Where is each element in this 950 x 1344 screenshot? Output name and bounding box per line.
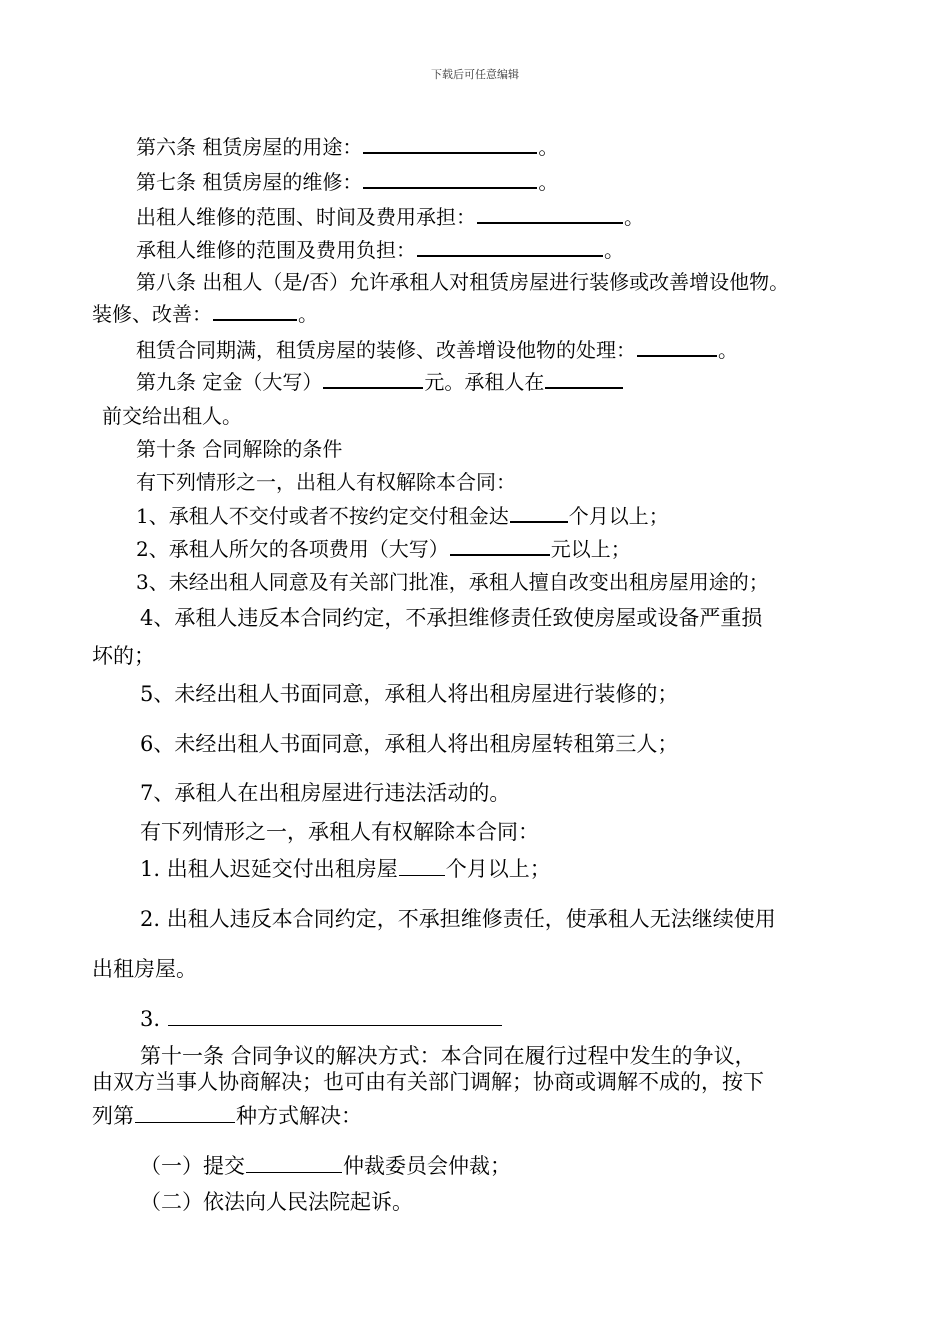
blank-field — [135, 1104, 235, 1123]
article-6-text: 第六条 租赁房屋的用途： — [136, 135, 363, 159]
lessor-clause-4-cont: 坏的； — [92, 644, 155, 668]
lessor-clause-1 — [136, 502, 669, 530]
clause-text: 1. 出租人迟延交付出租房屋 — [140, 857, 398, 881]
clause-text: 列第 — [92, 1104, 134, 1128]
article-9-text-2: 元。承租人在 — [424, 370, 545, 394]
lessor-clause-5: 5、未经出租人书面同意，承租人将出租房屋进行装修的； — [140, 682, 679, 706]
clause-text-2: 个月以上； — [445, 857, 551, 881]
lessor-clause-3: 3、未经出租人同意及有关部门批准，承租人擅自改变出租房屋用途的； — [136, 570, 769, 594]
punct: 。 — [718, 338, 738, 362]
contract-expiry-text: 租赁合同期满，租赁房屋的装修、改善增设他物的处理： — [136, 338, 636, 362]
lessor-clause-6: 6、未经出租人书面同意，承租人将出租房屋转租第三人； — [140, 732, 679, 756]
punct: 。 — [604, 238, 624, 262]
article-9-text: 第九条 定金（大写） — [136, 370, 323, 394]
lessor-clause-7: 7、承租人在出租房屋进行违法活动的。 — [140, 781, 511, 805]
lessor-termination-intro: 有下列情形之一，出租人有权解除本合同： — [136, 470, 516, 494]
blank-field — [510, 503, 568, 523]
lessee-clause-1 — [140, 855, 551, 883]
deposit-handover: 前交给出租人。 — [102, 404, 242, 428]
article-8: 第八条 出租人（是/否）允许承租人对租赁房屋进行装修或改善增设他物。 — [136, 270, 790, 294]
article-6 — [136, 133, 558, 161]
lessor-clause-2 — [136, 535, 631, 563]
article-11-cont-1: 由双方当事人协商解决；也可由有关部门调解；协商或调解不成的，按下 — [92, 1070, 764, 1094]
clause-text-2: 种方式解决： — [236, 1104, 362, 1128]
clause-text-2: 元以上； — [550, 537, 631, 561]
clause-text-2: 仲裁委员会仲裁； — [343, 1154, 511, 1178]
blank-field — [168, 1007, 502, 1026]
article-11-cont-2 — [92, 1102, 362, 1130]
blank-field — [637, 337, 717, 357]
renovation — [92, 300, 318, 328]
lessor-repair-text: 出租人维修的范围、时间及费用承担： — [136, 205, 476, 229]
punct: 。 — [298, 302, 318, 326]
blank-field — [545, 369, 623, 389]
article-11: 第十一条 合同争议的解决方式：本合同在履行过程中发生的争议， — [140, 1044, 756, 1068]
blank-field — [417, 237, 603, 257]
blank-field — [363, 134, 537, 154]
renovation-text: 装修、改善： — [92, 302, 212, 326]
lessee-clause-2: 2. 出租人违反本合同约定，不承担维修责任，使承租人无法继续使用 — [140, 907, 776, 931]
clause-text: 2、承租人所欠的各项费用（大写） — [136, 537, 449, 561]
lessee-clause-2-cont: 出租房屋。 — [92, 957, 197, 981]
article-10: 第十条 合同解除的条件 — [136, 437, 343, 461]
blank-field — [477, 204, 623, 224]
lessor-repair — [136, 203, 644, 231]
article-9 — [136, 368, 624, 396]
resolution-option-2: （二）依法向人民法院起诉。 — [140, 1190, 413, 1214]
blank-field — [363, 169, 537, 189]
resolution-option-1 — [140, 1152, 511, 1180]
lessee-termination-intro: 有下列情形之一，承租人有权解除本合同： — [140, 820, 539, 844]
contract-expiry — [136, 336, 738, 364]
blank-field — [450, 536, 550, 556]
blank-field — [399, 857, 445, 876]
lessee-clause-3 — [140, 1005, 503, 1033]
clause-text: 1、承租人不交付或者不按约定交付租金达 — [136, 504, 509, 528]
punct: 。 — [538, 135, 559, 159]
clause-text: 3. — [140, 1007, 167, 1031]
article-7 — [136, 168, 558, 196]
clause-text-2: 个月以上； — [568, 504, 669, 528]
blank-field — [323, 369, 423, 389]
article-7-text: 第七条 租赁房屋的维修： — [136, 170, 363, 194]
lessee-repair-text: 承租人维修的范围及费用负担： — [136, 238, 416, 262]
lessor-clause-4: 4、承租人违反本合同约定，不承担维修责任致使房屋或设备严重损 — [140, 606, 763, 630]
punct: 。 — [538, 170, 559, 194]
clause-text: （一）提交 — [140, 1154, 245, 1178]
blank-field — [213, 301, 297, 321]
punct: 。 — [624, 205, 644, 229]
page-header: 下载后可任意编辑 — [431, 68, 519, 81]
blank-field — [246, 1154, 342, 1173]
lessee-repair — [136, 236, 624, 264]
